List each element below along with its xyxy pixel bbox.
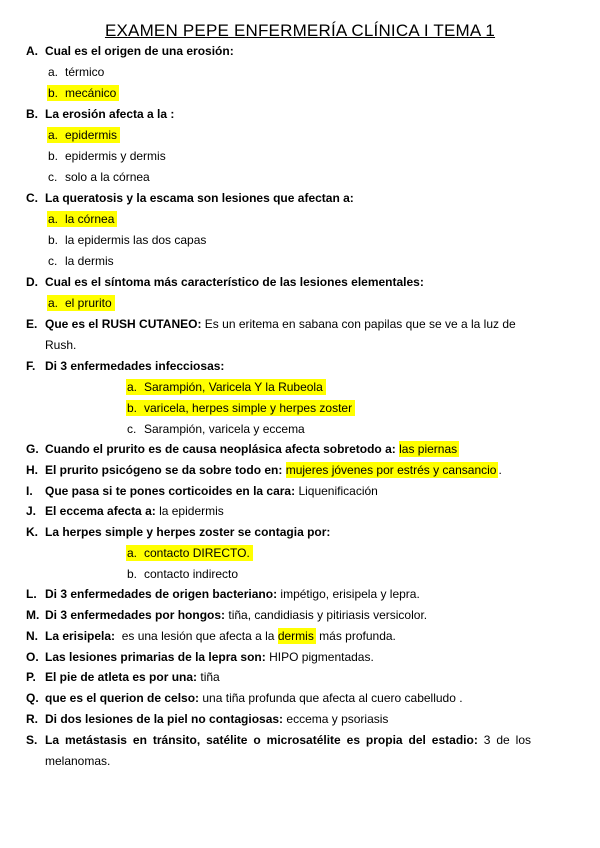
- option-letter: b.: [127, 567, 138, 581]
- option-letter: a.: [127, 380, 138, 394]
- question-letter: Q.: [26, 691, 39, 705]
- option-letter: c.: [48, 170, 58, 184]
- option-text: térmico: [65, 65, 105, 79]
- question-text: Que pasa si te pones corticoides en la cara:: [45, 484, 296, 498]
- answer-text: HIPO pigmentadas.: [265, 650, 374, 664]
- question-letter: F.: [26, 359, 36, 373]
- option-letter: b.: [48, 149, 59, 163]
- answer-highlight: mujeres jóvenes por estrés y cansancio: [285, 463, 497, 477]
- option-text: mecánico: [65, 86, 117, 100]
- answer-text: es una lesión que afecta a la: [115, 629, 278, 643]
- answer-text: impétigo, erisipela y lepra.: [277, 587, 420, 601]
- question-text: Di 3 enfermedades infecciosas:: [45, 359, 225, 373]
- option-c-a-correct: [48, 212, 117, 227]
- question-text: Que es el RUSH CUTANEO:: [45, 317, 202, 331]
- question-text: Cual es el síntoma más característico de las lesiones elementales:: [45, 275, 424, 289]
- option-letter: a.: [48, 65, 59, 79]
- question-letter: O.: [26, 650, 39, 664]
- option-d-a-correct: [48, 296, 115, 311]
- question-text: Cuando el prurito es de causa neoplásica afecta sobretodo a:: [45, 442, 396, 456]
- question-letter: C.: [26, 191, 38, 205]
- question-letter: B.: [26, 107, 38, 121]
- option-text: epidermis: [65, 128, 118, 142]
- answer-text: tiña: [197, 670, 220, 684]
- question-text: Di 3 enfermedades de origen bacteriano:: [45, 587, 278, 601]
- option-letter: b.: [48, 86, 59, 100]
- answer-text: Es un eritema en sabana con papilas que se ve a la luz de: [201, 317, 516, 331]
- option-text: Sarampión, varicela y eccema: [144, 422, 305, 436]
- answer-highlight: dermis: [277, 629, 314, 643]
- question-text: El eccema afecta a:: [45, 504, 156, 518]
- answer-text: eccema y psoriasis: [283, 712, 389, 726]
- question-letter: E.: [26, 317, 38, 331]
- option-text: Sarampión, Varicela Y la Rubeola: [144, 380, 323, 394]
- answer-text: 3 de los: [477, 733, 531, 747]
- question-q: [26, 691, 531, 706]
- question-h: [26, 463, 531, 478]
- option-text: la dermis: [65, 254, 114, 268]
- answer-continuation: Rush.: [45, 338, 77, 352]
- option-text: contacto DIRECTO.: [144, 546, 250, 560]
- option-text: el prurito: [65, 296, 112, 310]
- option-text: la epidermis las dos capas: [65, 233, 207, 247]
- question-n: [26, 629, 531, 644]
- option-k-a-correct: [127, 546, 253, 561]
- option-letter: a.: [48, 128, 59, 142]
- option-text: epidermis y dermis: [65, 149, 166, 163]
- option-letter: c.: [48, 254, 58, 268]
- answer-highlight: las piernas: [399, 442, 458, 456]
- option-b-b: [48, 149, 166, 164]
- answer-text: tiña, candidiasis y pitiriasis versicolor.: [225, 608, 428, 622]
- question-c: [26, 191, 531, 206]
- question-text: La herpes simple y herpes zoster se contagia por:: [45, 525, 331, 539]
- question-text: La erisipela:: [45, 629, 116, 643]
- question-o: [26, 650, 531, 665]
- question-b: [26, 107, 531, 122]
- option-f-c: [127, 422, 305, 437]
- page-title: EXAMEN PEPE ENFERMERÍA CLÍNICA I TEMA 1: [104, 21, 496, 40]
- question-letter: J.: [26, 504, 37, 518]
- option-letter: a.: [48, 212, 59, 226]
- answer-text: la epidermis: [155, 504, 224, 518]
- option-text: contacto indirecto: [144, 567, 239, 581]
- question-l: [26, 587, 531, 602]
- question-g: [26, 442, 531, 457]
- question-text: El prurito psicógeno se da sobre todo en:: [45, 463, 283, 477]
- option-a-b-correct: [48, 86, 119, 101]
- answer-tail: .: [498, 463, 502, 477]
- option-text: la córnea: [65, 212, 115, 226]
- question-letter: I.: [26, 484, 33, 498]
- question-letter: N.: [26, 629, 38, 643]
- option-f-b-correct: [127, 401, 355, 416]
- option-letter: a.: [127, 546, 138, 560]
- option-c-c: [48, 254, 114, 269]
- question-letter: S.: [26, 733, 38, 747]
- option-text: solo a la córnea: [65, 170, 150, 184]
- option-letter: c.: [127, 422, 137, 436]
- question-text: Cual es el origen de una erosión:: [45, 44, 234, 58]
- question-f: [26, 359, 531, 374]
- question-i: [26, 484, 531, 499]
- question-k: [26, 525, 531, 540]
- question-text: La queratosis y la escama son lesiones que afectan a:: [45, 191, 354, 205]
- answer-text: una tiña profunda que afecta al cuero cabelludo .: [199, 691, 463, 705]
- option-letter: b.: [127, 401, 138, 415]
- question-letter: D.: [26, 275, 38, 289]
- question-j: [26, 504, 531, 519]
- option-b-c: [48, 170, 150, 185]
- option-b-a-correct: [48, 128, 120, 143]
- option-letter: a.: [48, 296, 59, 310]
- question-text: que es el querion de celso:: [45, 691, 200, 705]
- question-letter: K.: [26, 525, 38, 539]
- question-m: [26, 608, 531, 623]
- question-s: [26, 733, 531, 748]
- question-text: La erosión afecta a la :: [45, 107, 175, 121]
- question-letter: M.: [26, 608, 40, 622]
- answer-text: más profunda.: [315, 629, 396, 643]
- question-text: Di dos lesiones de la piel no contagiosas:: [45, 712, 284, 726]
- question-text: La metástasis en tránsito, satélite o microsatélite es propia del estadio:: [45, 733, 478, 747]
- question-letter: H.: [26, 463, 38, 477]
- option-c-b: [48, 233, 206, 248]
- option-a-a: [48, 65, 104, 80]
- question-text: El pie de atleta es por una:: [45, 670, 198, 684]
- option-f-a-correct: [127, 380, 326, 395]
- answer-continuation: melanomas.: [45, 754, 111, 768]
- question-letter: R.: [26, 712, 38, 726]
- question-d: [26, 275, 531, 290]
- question-a: [26, 44, 531, 59]
- question-r: [26, 712, 531, 727]
- option-text: varicela, herpes simple y herpes zoster: [144, 401, 353, 415]
- question-letter: P.: [26, 670, 36, 684]
- question-e: [26, 317, 531, 332]
- question-p: [26, 670, 531, 685]
- question-text: Di 3 enfermedades por hongos:: [45, 608, 226, 622]
- question-letter: A.: [26, 44, 38, 58]
- option-letter: b.: [48, 233, 59, 247]
- question-letter: G.: [26, 442, 39, 456]
- answer-text: Liquenificación: [295, 484, 378, 498]
- option-k-b: [127, 567, 238, 582]
- question-text: Las lesiones primarias de la lepra son:: [45, 650, 266, 664]
- question-letter: L.: [26, 587, 37, 601]
